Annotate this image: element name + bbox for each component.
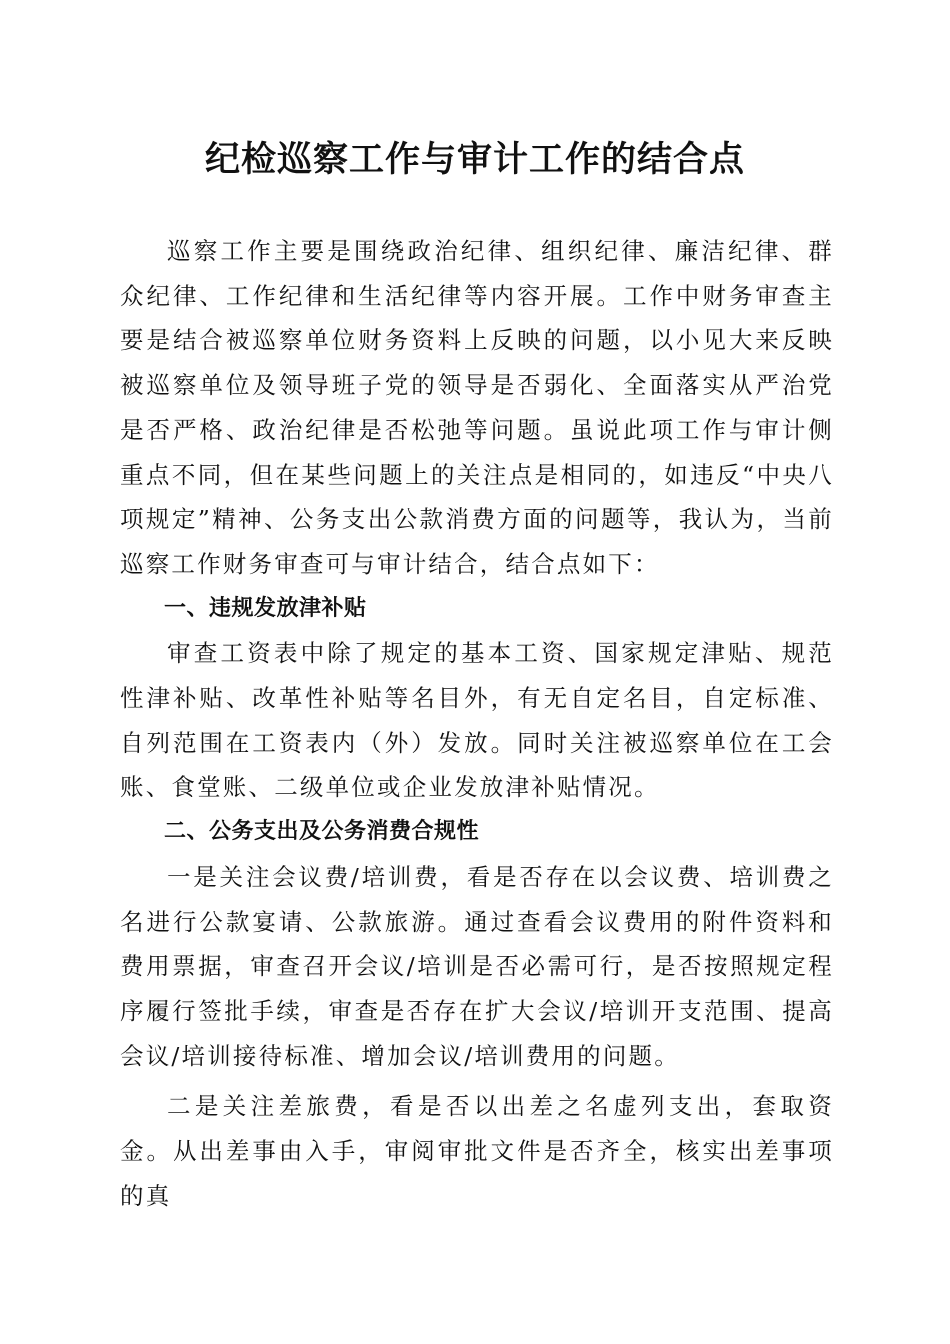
section-1-paragraph-1: 审查工资表中除了规定的基本工资、国家规定津贴、规范性津补贴、改革性补贴等名目外，有无自定名目，自定标准、自列范围在工资表内（外）发放。同时关注被巡察单位在工会账、食堂账、二级单位或企业发放津补贴情况。 bbox=[120, 639, 834, 802]
section-heading-2: 二、公务支出及公务消费合规性 bbox=[164, 819, 480, 845]
section-2-paragraph-2: 二是关注差旅费，看是否以出差之名虚列支出，套取资金。从出差事由入手，审阅审批文件是否齐全，核实出差事项的真 bbox=[120, 1092, 834, 1210]
intro-paragraph: 巡察工作主要是围绕政治纪律、组织纪律、廉洁纪律、群众纪律、工作纪律和生活纪律等内容开展。工作中财务审查主要是结合被巡察单位财务资料上反映的问题，以小见大来反映被巡察单位及领导班子党的领导是否弱化、全面落实从严治党是否严格、政治纪律是否松弛等问题。虽说此项工作与审计侧重点不同，但在某些问题上的关注点是相同的，如违反“中央八项规定”精神、公务支出公款消费方面的问题等，我认为，当前巡察工作财务审查可与审计结合，结合点如下： bbox=[120, 237, 834, 578]
document-title: 纪检巡察工作与审计工作的结合点 bbox=[204, 139, 745, 180]
section-2-paragraph-1: 一是关注会议费/培训费，看是否存在以会议费、培训费之名进行公款宴请、公款旅游。通过查看会议费用的附件资料和费用票据，审查召开会议/培训是否必需可行，是否按照规定程序履行签批手续，审查是否存在扩大会议/培训开支范围、提高会议/培训接待标准、增加会议/培训费用的问题。 bbox=[120, 862, 834, 1070]
section-heading-1: 一、违规发放津补贴 bbox=[164, 595, 367, 621]
document-body bbox=[120, 229, 834, 1218]
